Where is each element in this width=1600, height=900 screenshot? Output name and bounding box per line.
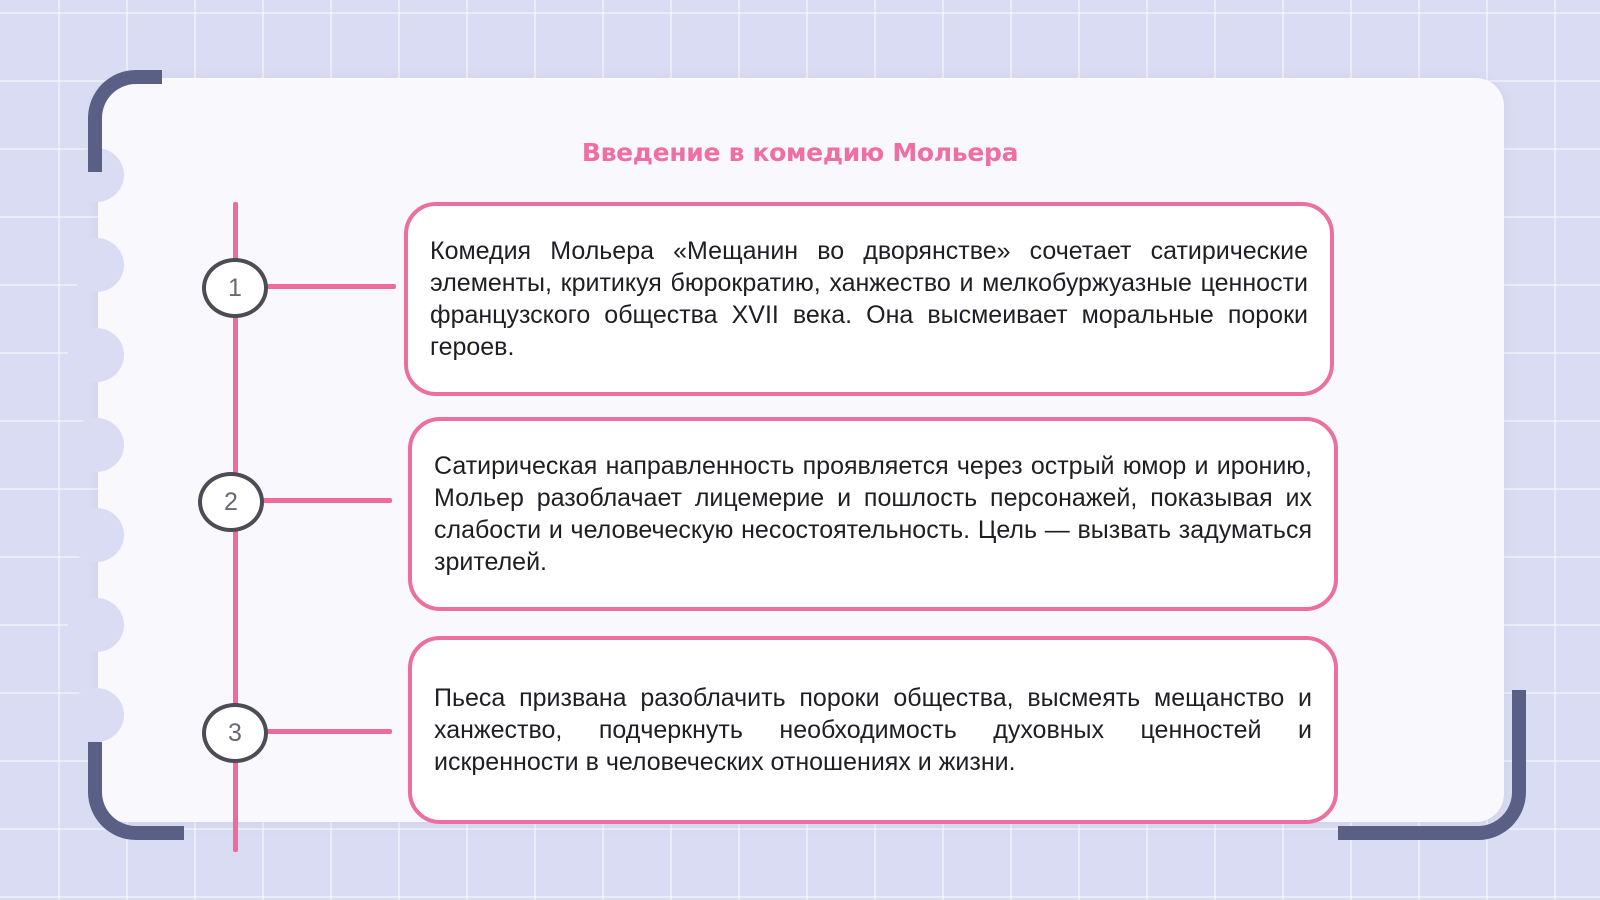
binder-notch xyxy=(68,688,124,742)
timeline-connector xyxy=(266,729,392,734)
timeline-connector xyxy=(266,284,396,289)
binder-notch xyxy=(68,598,124,652)
corner-bracket-bottom-left xyxy=(88,742,184,840)
step-number: 1 xyxy=(228,273,242,302)
page-title: Введение в комедию Мольера xyxy=(581,137,1019,167)
card-text: Сатирическая направленность проявляется через острый юмор и иронию, Мольер разоблачает лицемерие и пошлость персонажей, показывая их слабости и человеческую несостоятельность. Цель — вызвать задуматься зрителей. xyxy=(434,452,1312,576)
step-marker-3 xyxy=(202,703,268,763)
binder-notch xyxy=(68,418,124,472)
step-marker-2 xyxy=(198,472,264,532)
step-number: 2 xyxy=(224,487,238,516)
content-card-1 xyxy=(404,202,1334,396)
corner-bracket-bottom-right xyxy=(1338,690,1526,840)
step-marker-1 xyxy=(202,258,268,318)
timeline-connector xyxy=(262,498,392,503)
content-card-3 xyxy=(408,636,1338,824)
card-text: Комедия Мольера «Мещанин во дворянстве» сочетает сатирические элементы, критикуя бюрократию, ханжество и мелкобуржуазные ценности французского общества XVII века. Она высмеивает моральные пороки героев. xyxy=(430,237,1308,361)
content-card-2 xyxy=(408,417,1338,611)
binder-notch xyxy=(68,238,124,292)
step-number: 3 xyxy=(228,718,242,747)
card-text: Пьеса призвана разоблачить пороки общества, высмеять мещанство и ханжество, подчеркнуть необходимость духовных ценностей и искренности в человеческих отношениях и жизни. xyxy=(434,684,1312,776)
binder-notch xyxy=(68,328,124,382)
binder-notch xyxy=(68,508,124,562)
